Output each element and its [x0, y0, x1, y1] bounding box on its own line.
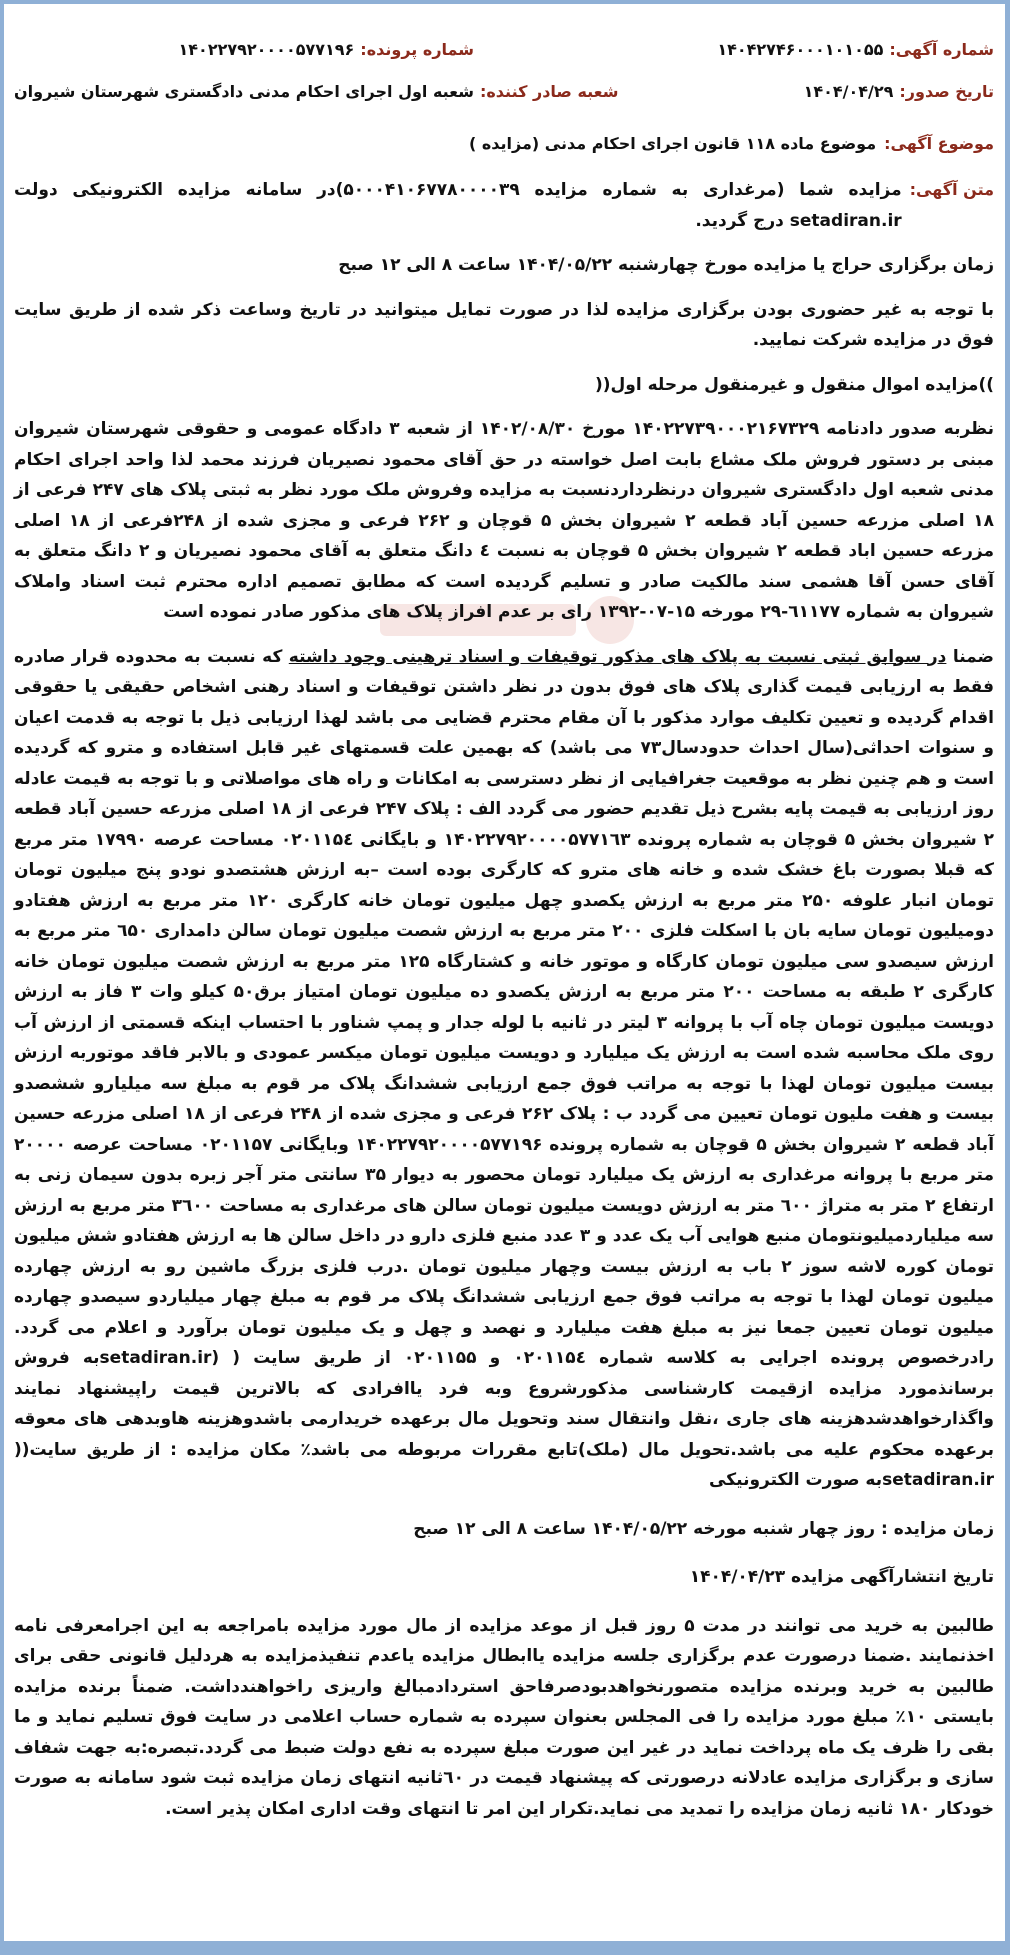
case-number-label: شماره پرونده: [360, 40, 474, 59]
body-label: متن آگهی: [909, 180, 994, 199]
issue-date-value: ۱۴۰۴/۰۴/۲۹ [803, 82, 894, 101]
publish-date: تاریخ انتشارآگهی مزایده ۱۴۰۴/۰۴/۲۳ [689, 1567, 994, 1587]
issuer-field [14, 82, 618, 101]
bottom-scroll-strip[interactable] [0, 1941, 1010, 1955]
body-row [14, 175, 994, 236]
auction-time: زمان مزایده : روز چهار شنبه مورخه ۱۴۰۴/۰۵/۲۲ ساعت ۸ الی ۱۲ صبح [413, 1518, 994, 1539]
subject-row [14, 134, 994, 153]
case-number-value: ۱۴۰۲۲۷۹۲۰۰۰۰۵۷۷۱۹۶ [178, 40, 355, 59]
issuer-label: شعبه صادر کننده: [479, 82, 619, 101]
auction-time-line: زمان برگزاری حراج یا مزایده مورخ چهارشنبه ۱۴۰۴/۰۵/۲۲ ساعت ۸ الی ۱۲ صبح [338, 255, 994, 275]
header-row-1 [14, 40, 994, 80]
paragraph-terms: طالبین به خرید می توانند در مدت ۵ روز قبل از موعد مزایده از مال مورد مزایده بامراجعه به این اجرامعرفی نامه اخذنمایند .ضمنا درصورت عدم برگزاری جلسه مزایده یاابطال مزایده یاعدم تنفیذمزایده به هردلیل قانونی حقی برای طالبین به خرید وبرنده مزایده متصورنخواهدبودصرفاحق استردادمبالغ واریزی راخواهندداشت. ضمناً برنده مزایده بایستی ۱۰٪ مبلغ مورد مزایده را فی المجلس بعنوان سپرده به شماره حساب اعلامی در سایت فوق تسلیم نماید و ما بقی را ظرف یک ماه پرداخت نماید در غیر این صورت مبلغ سپرده به نفع دولت ضبط می گردد.تبصره:به جهت شفاف سازی و برگزاری مزایده عادلانه درصورتی که پیشنهاد قیمت در ٦۰ثانیه انتهای زمان مزایده ثبت شود سامانه به صورت خودکار ۱۸۰ ثانیه زمان مزایده را تمدید می نماید.تکرار این امر تا انتهای وقت اداری امکان پذیر است. [14, 1615, 994, 1819]
issuer-value: شعبه اول اجرای احکام مدنی دادگستری شهرستان شیروان [14, 82, 474, 101]
p2-prefix: ضمنا [946, 646, 994, 667]
issue-date-field [618, 82, 994, 101]
ad-number-field [474, 40, 994, 59]
absence-note: با توجه به غیر حضوری بودن برگزاری مزایده لذا در صورت تمایل میتوانید در تاریخ وساعت ذکر شده از طریق سایت فوق در مزایده شرکت نمایید. [14, 299, 994, 350]
notice-content [14, 40, 994, 1824]
paragraph-valuation [14, 642, 994, 1496]
case-number-field [14, 40, 474, 59]
ad-number-value: ۱۴۰۴۲۷۴۶۰۰۰۱۰۱۰۵۵ [717, 40, 884, 59]
p2-rest: که نسبت به محدوده قرار صادره فقط به ارزیابی قیمت گذاری پلاک های فوق بدون در نظر داشتن توقیفات و اسناد رهنی اشخاص حقیقی یا حقوقی اقدام گردیده و تعیین تکلیف موارد مذکور با آن مقام محترم قضایی می باشد لهذا ارزیابی ذیل با توجه به قدمت اعیان و سنوات احداثی(سال احداث حدودسال۷۳ می باشد) که بهمین علت قسمتهای غیر قابل استفاده و مترو که گردیده است و هم چنین نظر به موقعیت جغرافیایی از نظر دسترسی به امکانات و راه های مواصلاتی و با توجه به قیمت عادله روز ارزیابی به قیمت پایه بشرح ذیل تقدیم حضور می گردد الف : پلاک ۲۴۷ فرعی از ۱۸ اصلی مزرعه حسین آباد قطعه ۲ شیروان بخش ۵ قوچان به شماره پرونده ۱۴۰۲۲۷۹۲۰۰۰۰۵۷۷۱٦۳ و بایگانی ۰۲۰۱۱۵٤ مساحت عرصه ۱۷۹۹۰ متر مربع که قبلا بصورت باغ خشک شده و خانه های مترو که کارگری بوده است –به ارزش هشتصدو نودو پنج میلیون تومان تومان انبار علوفه ۲۵۰ متر مربع به ارزش یکصدو چهل میلیون تومان خانه کارگری ۱۲۰ متر مربع به ارزش هفتادو دومیلیون تومان سایه بان با اسکلت فلزی ۲۰۰ متر مربع به ارزش شصت میلیون تومان سالن دامداری ٦۵۰ متر مربع به ارزش سیصدو سی میلیون تومان کارگاه و موتور خانه و کشتارگاه ۱۲۵ متر مربع به ارزش شصت میلیون تومان خانه کارگری ۲ طبقه به مساحت ۲۰۰ متر مربع به ارزش یکصدو ده میلیون تومان امتیاز برق۵۰ کیلو وات ۳ فاز به ارزش دویست میلیون تومان چاه آب با پروانه ۳ لیتر در ثانیه با لوله جدار و پمپ شناور با احتساب اینکه قسمتی از ارزش آب روی ملک محاسبه شده است به ارزش یک میلیارد و دویست میلیون تومان میکسر عمودی و بالابر فاقد موتوربه ارزش بیست میلیون تومان لهذا با توجه به مراتب فوق جمع ارزیابی ششدانگ پلاک مر قوم به مبلغ سه میلیارو ششصدو بیست و هفت مليون تومان تعیین می گردد ب : پلاک ۲۶۲ فرعی و مجزی شده از ۲۴۸ فرعی از ۱۸ اصلی مزرعه حسین آباد قطعه ۲ شیروان بخش ۵ قوچان به شماره پرونده ۱۴۰۲۲۷۹۲۰۰۰۰۵۷۷۱۹۶ وبایگانی ۰۲۰۱۱۵۷ مساحت عرصه ۲۰۰۰۰ متر مربع با پروانه مرغداری به ارزش یک میلیارد تومان محصور به دیوار ۳۵ سانتی متر آجر زبره بدون سیمان زنی به ارتفاع ۲ متر به متراژ ٦۰۰ متر به ارزش دویست میلیون تومان سالن های مرغداری به مساحت ۳٦۰۰ متر مربع به ارزش سه میلیاردمیلیونتومان منبع هوایی آب یک عدد و ۳ عدد منبع فلزی دارو در داخل سالن ها به ارزش هفتادو شش میلیون تومان کوره لاشه سوز ۲ باب به ارزش بیست وچهار میلیون تومان .درب فلزی بزرگ ماشین رو به ارزش چهارده میلیون تومان لهذا با توجه به مراتب فوق جمع ارزیابی ششدانگ پلاک مر قوم به مبلغ چهار میلیاردو سیصدو چهارده میلیون تومان تعیین جمعا نیز به مبلغ هفت میلیارد و نهصد و چهل و یک میلیون تومان برآورد و اعلام می گردد. رادرخصوص پرونده اجرایی به کلاسه شماره ۰۲۰۱۱۵٤ و ۰۲۰۱۱۵۵ از طریق سایت ( (setadiran.irبه فروش برسانذمورد مزایده ازقیمت کارشناسی مذکورشروع وبه فرد یاافرادی که بالاترین قیمت راپیشنهاد نمایند واگذارخواهدشدهزینه های جاری ،نقل وانتقال سند وتحویل مال برعهده خریدارمی باشدوهزینه هاوبدهی های معوقه برعهده محکوم علیه می باشد.تحویل مال (ملک)تابع مقررات مربوطه می باشد٪ مکان مزایده : از طریق سایت(( setadiran.irبه صورت الکترونیکی [14, 646, 995, 1490]
section-title: ))مزایده اموال منقول و غیرمنقول مرحله اول(( [594, 374, 994, 395]
subject-label: موضوع آگهی: [884, 134, 994, 153]
body-intro: مزایده شما (مرغداری به شماره مزایده ۵۰۰۰۴۱۰۶۷۷۸۰۰۰۰۳۹)در سامانه مزایده الکترونیکی دولت setadiran.ir درج گردید. [14, 180, 902, 231]
header-row-2 [14, 82, 994, 122]
p2-underlined: در سوابق ثبتی نسبت به پلاک های مذکور توقیفات و اسناد ترهینی وجود داشته [288, 646, 947, 667]
issue-date-label: تاریخ صدور: [899, 82, 994, 101]
paragraph-ruling: نظربه صدور دادنامه ۱۴۰۲۲۷۳۹۰۰۰۲۱۶۷۳۲۹ مورخ ۱۴۰۲/۰۸/۳۰ از شعبه ۳ دادگاه عمومی و حقوقی شهرستان شیروان مبنی بر دستور فروش ملک مشاع بابت اصل خواسته در حق آقای محمود نصیریان فرزند محمد لذا واحد اجرای احکام مدنی شعبه اول دادگستری شیروان درنظرداردنسبت به مزایده وفروش ملک مورد نظر به ثبتی پلاک های ۲۴۷ فرعی از ۱۸ اصلی مزرعه حسین آباد قطعه ۲ شیروان بخش ۵ قوچان و ۲۶۲ فرعی و مجزی شده از ۲۴۸فرعی از ۱۸ اصلی مزرعه حسین اباد قطعه ۲ شیروان بخش ۵ قوچان به نسبت ٤ دانگ متعلق به آقای محمود نصیریان و ۲ دانگ متعلق به آقای حسن آقا هشمی سند مالکیت صادر و تسلیم گردیده است که مطابق تصمیم اداره محترم ثبت اسناد واملاک شیروان به شماره ٦١١٧٧-۲۹ مورخه ۱۵-۰۷-۱۳۹۲ رای بر عدم افراز پلاک های مذکور صادر نموده است [14, 419, 995, 622]
ad-number-label: شماره آگهی: [889, 40, 994, 59]
subject-value: موضوع ماده ۱۱۸ قانون اجرای احکام مدنی (مزایده ) [468, 134, 877, 153]
